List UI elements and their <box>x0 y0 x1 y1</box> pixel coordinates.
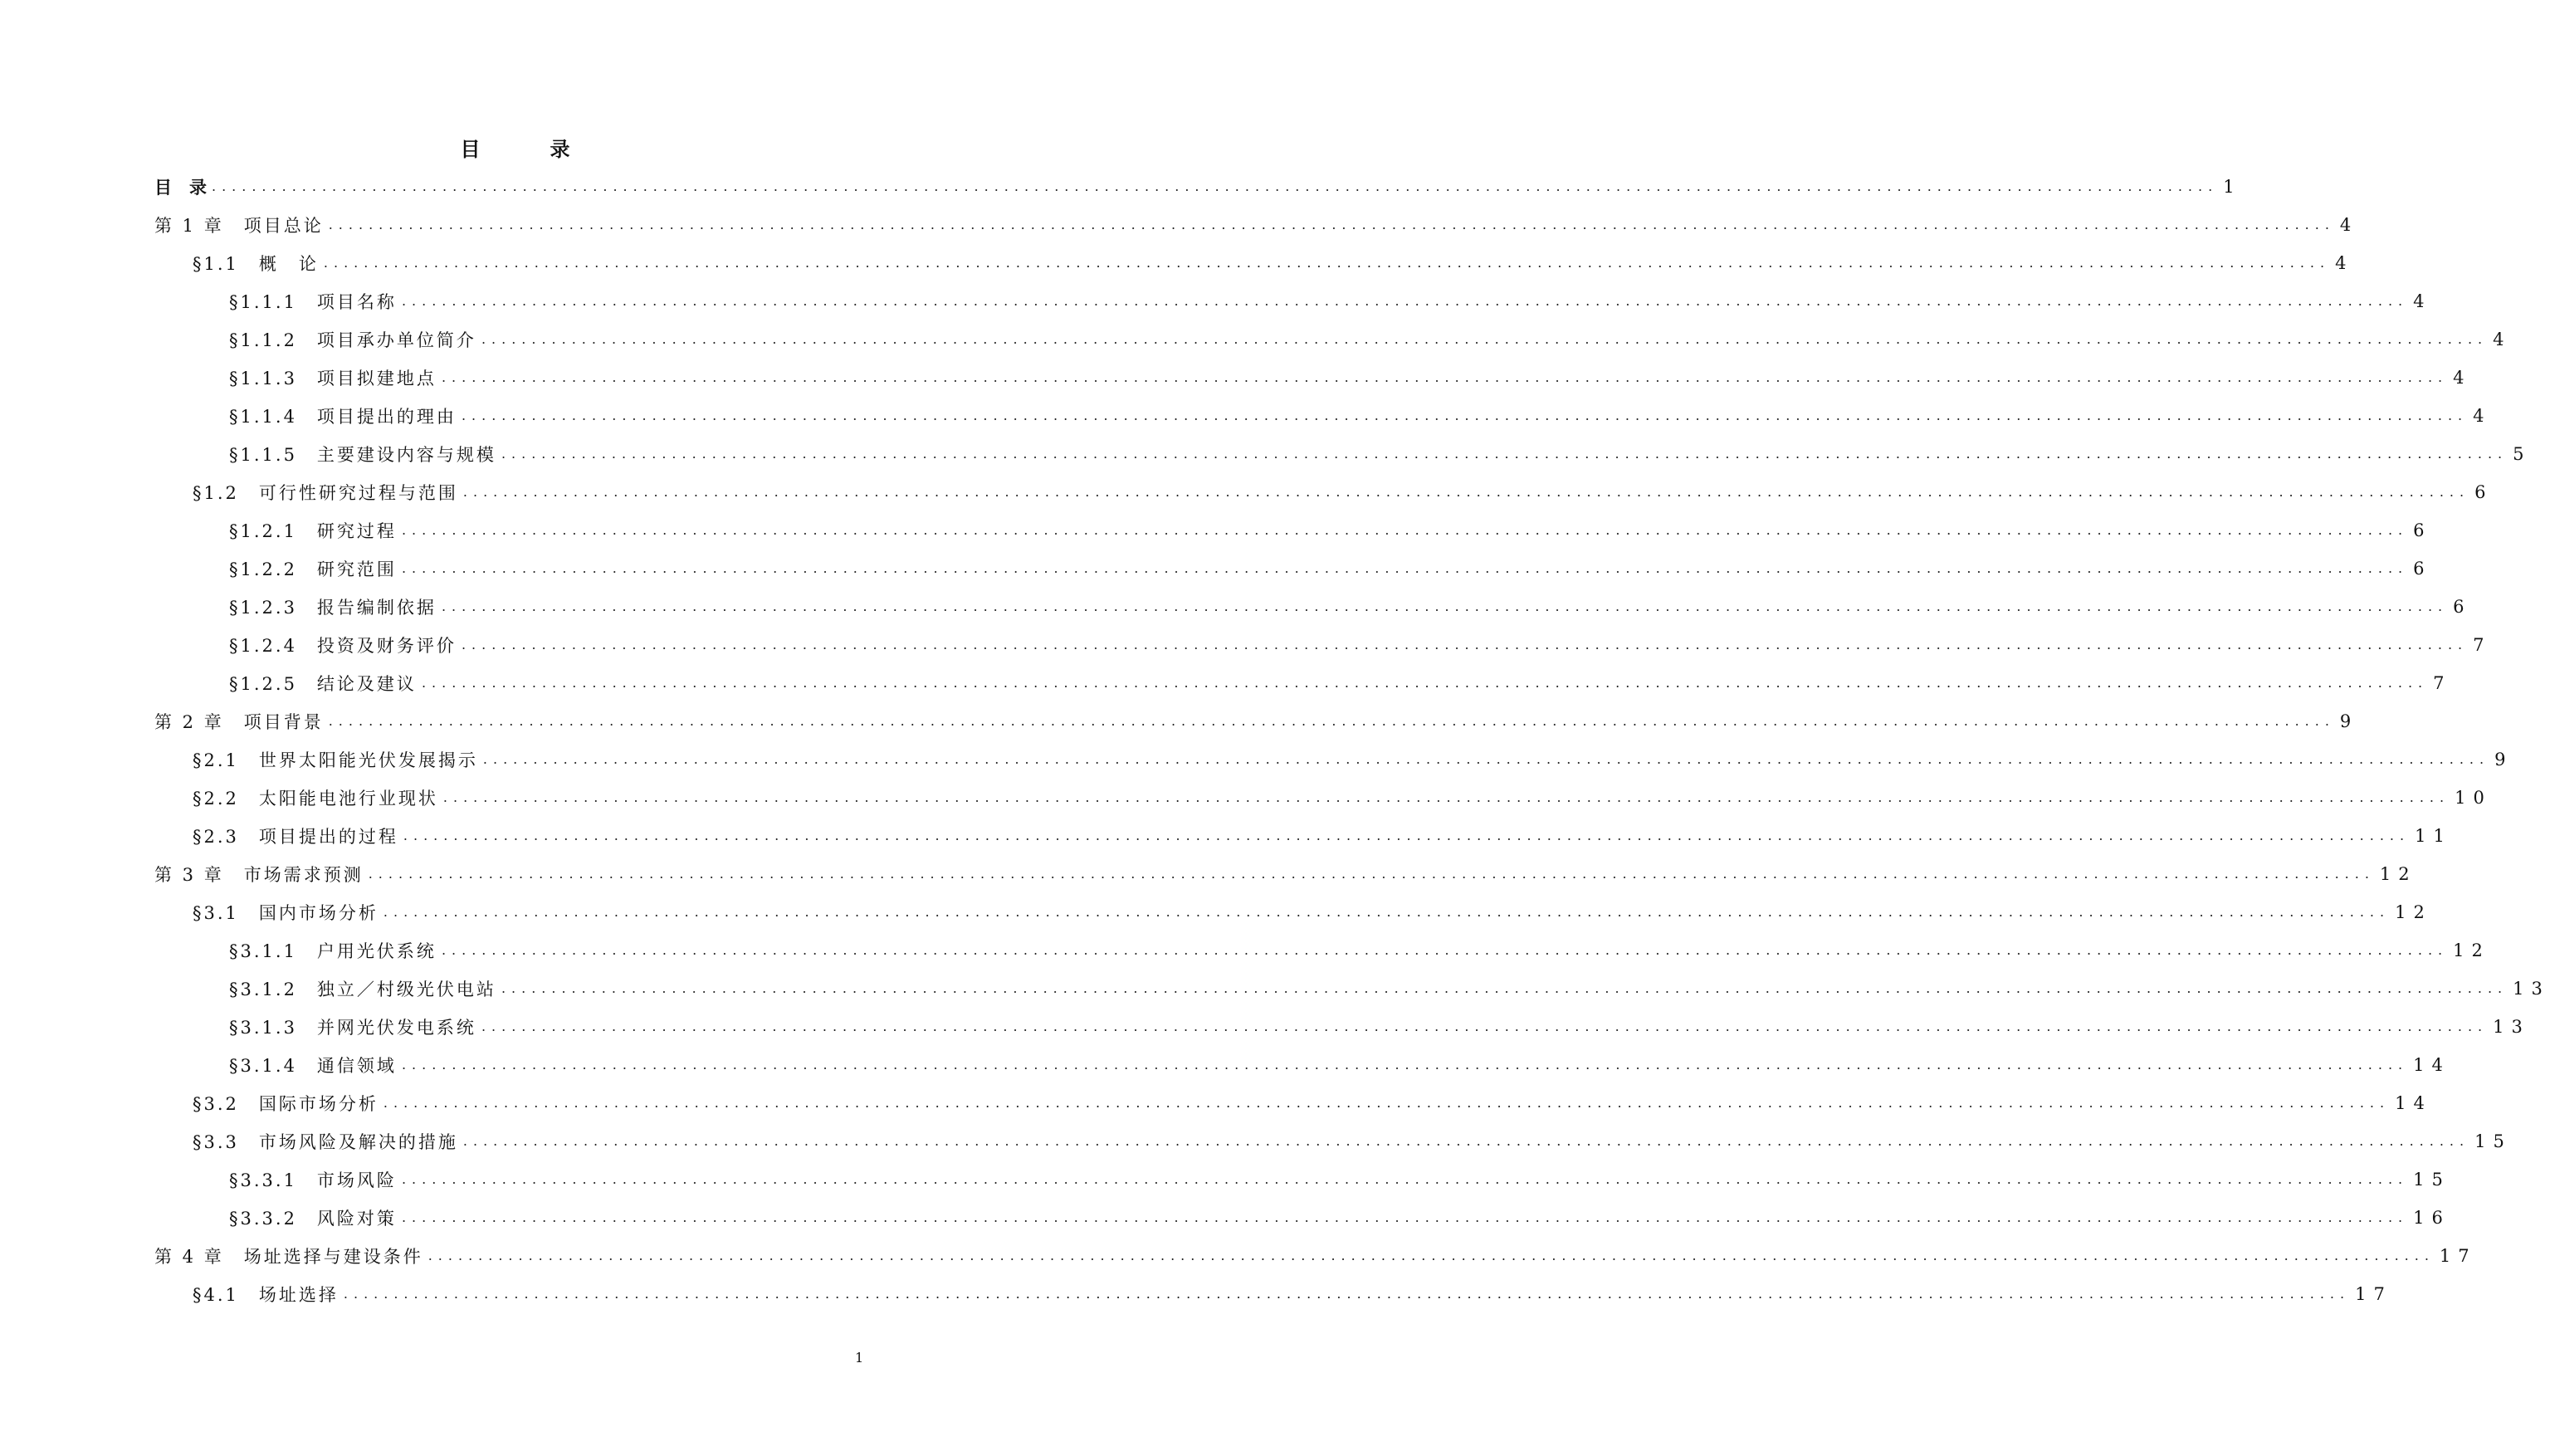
toc-entry-page: 5 <box>2513 444 2532 464</box>
toc-entry[interactable] <box>0 664 2452 702</box>
toc-entry-page: 17 <box>2355 1284 2392 1304</box>
toc-entry[interactable] <box>0 473 2494 511</box>
page-title: 目 录 <box>460 137 595 161</box>
toc-entry[interactable] <box>0 282 2432 320</box>
toc-entry[interactable] <box>0 740 2513 779</box>
toc-entry[interactable] <box>0 855 2417 893</box>
toc-entry[interactable] <box>0 168 2242 206</box>
toc-entry[interactable] <box>0 970 2550 1008</box>
toc-entry[interactable] <box>0 931 2490 970</box>
toc-entry[interactable] <box>0 779 2492 817</box>
toc-entry-label: §3.3.2 风险对策 <box>229 1209 397 1229</box>
toc-dot-leader: ........................................................................................................................................................................................................ <box>442 789 2450 805</box>
toc-entry-label: §2.3 项目提出的过程 <box>193 827 398 847</box>
toc-entry[interactable] <box>0 1199 2450 1237</box>
toc-entry-page: 14 <box>2413 1055 2450 1075</box>
toc-entry-label: §3.2 国际市场分析 <box>193 1094 379 1114</box>
toc-dot-leader: ........................................................................................................................................................................................................ <box>401 293 2409 309</box>
toc-entry-label: §3.1 国内市场分析 <box>193 903 379 923</box>
toc-entry[interactable] <box>0 1008 2530 1046</box>
toc-entry-label: 目 录 <box>154 177 207 198</box>
toc-entry-page: 6 <box>2453 597 2472 617</box>
toc-entry-label: §1.1.4 项目提出的理由 <box>229 407 457 427</box>
toc-entry-page: 4 <box>2413 291 2432 311</box>
toc-dot-leader: ........................................................................................................................................................................................................ <box>441 369 2449 385</box>
toc-dot-leader: ........................................................................................................................................................................................................ <box>462 484 2470 500</box>
toc-entry-page: 9 <box>2339 711 2359 731</box>
toc-dot-leader: ........................................................................................................................................................................................................ <box>323 255 2331 271</box>
toc-entry-page: 6 <box>2413 559 2432 579</box>
toc-entry[interactable] <box>0 1084 2432 1122</box>
toc-entry-page: 13 <box>2513 979 2550 999</box>
toc-dot-leader: ........................................................................................................................................................................................................ <box>427 1248 2435 1263</box>
toc-entry-label: §1.2.1 研究过程 <box>229 521 397 541</box>
toc-entry-page: 15 <box>2474 1131 2512 1151</box>
toc-entry[interactable] <box>0 244 2354 282</box>
toc-entry-page: 11 <box>2415 826 2452 846</box>
toc-dot-leader: ........................................................................................................................................................................................................ <box>328 217 2335 232</box>
toc-entry-page: 4 <box>2493 330 2512 349</box>
toc-entry-page: 6 <box>2474 482 2494 502</box>
toc-dot-leader: ........................................................................................................................................................................................................ <box>401 560 2409 576</box>
toc-entry[interactable] <box>0 1046 2450 1084</box>
toc-entry-label: §3.3 市场风险及解决的措施 <box>193 1132 458 1152</box>
toc-entry-page: 1 <box>2223 177 2242 197</box>
toc-entry[interactable] <box>0 1275 2392 1313</box>
toc-dot-leader: ........................................................................................................................................................................................................ <box>481 331 2489 347</box>
toc-entry-label: 第 2 章 项目背景 <box>154 712 324 732</box>
toc-entry[interactable] <box>0 1237 2477 1275</box>
toc-dot-leader: ........................................................................................................................................................................................................ <box>421 675 2429 691</box>
toc-entry-label: §3.1.4 通信领域 <box>229 1056 397 1076</box>
toc-entry-label: §2.1 世界太阳能光伏发展揭示 <box>193 750 478 770</box>
toc-dot-leader: ........................................................................................................................................................................................................ <box>441 599 2449 614</box>
page-number: 1 <box>855 1350 864 1366</box>
toc-entry-label: 第 4 章 场址选择与建设条件 <box>154 1247 423 1267</box>
toc-entry[interactable] <box>0 359 2472 397</box>
toc-dot-leader: ........................................................................................................................................................................................................ <box>461 408 2469 423</box>
toc-dot-leader: ........................................................................................................................................................................................................ <box>481 1019 2489 1034</box>
toc-entry-label: §1.2.4 投资及财务评价 <box>229 636 457 656</box>
toc-entry-label: 第 1 章 项目总论 <box>154 216 324 236</box>
toc-entry[interactable] <box>0 626 2492 664</box>
toc-dot-leader: ........................................................................................................................................................................................................ <box>383 1095 2391 1111</box>
toc-entry[interactable] <box>0 550 2432 588</box>
toc-entry-page: 4 <box>2473 406 2492 426</box>
toc-entry[interactable] <box>0 511 2432 550</box>
toc-dot-leader: ........................................................................................................................................................................................................ <box>501 446 2508 462</box>
toc-entry-label: §3.1.3 并网光伏发电系统 <box>229 1018 476 1038</box>
toc-entry-label: §3.3.1 市场风险 <box>229 1170 397 1190</box>
toc-entry-label: §1.2.5 结论及建议 <box>229 674 417 694</box>
toc-entry-page: 15 <box>2413 1170 2450 1190</box>
toc-entry-page: 6 <box>2413 520 2432 540</box>
toc-entry-label: §1.1 概 论 <box>193 254 319 274</box>
toc-entry[interactable] <box>0 893 2432 931</box>
toc-dot-leader: ........................................................................................................................................................................................................ <box>462 1133 2470 1149</box>
toc-entry-page: 12 <box>2379 864 2417 884</box>
toc-entry-label: §2.2 太阳能电池行业现状 <box>193 789 438 809</box>
toc-entry[interactable] <box>0 702 2359 740</box>
toc-entry[interactable] <box>0 817 2452 855</box>
toc-dot-leader: ........................................................................................................................................................................................................ <box>401 1171 2409 1187</box>
toc-entry-page: 14 <box>2395 1093 2432 1113</box>
toc-dot-leader: ........................................................................................................................................................................................................ <box>328 713 2335 729</box>
toc-entry[interactable] <box>0 397 2492 435</box>
toc-entry-page: 4 <box>2335 253 2354 273</box>
toc-entry[interactable] <box>0 320 2512 359</box>
toc-dot-leader: ........................................................................................................................................................................................................ <box>401 522 2409 538</box>
toc-entry-page: 7 <box>2433 673 2452 693</box>
table-of-contents <box>0 168 2550 1313</box>
toc-entry-label: §1.1.2 项目承办单位简介 <box>229 330 476 350</box>
toc-entry[interactable] <box>0 206 2359 244</box>
toc-entry-page: 12 <box>2453 941 2490 960</box>
toc-entry-page: 17 <box>2439 1246 2477 1266</box>
toc-dot-leader: ........................................................................................................................................................................................................ <box>212 178 2219 194</box>
toc-dot-leader: ........................................................................................................................................................................................................ <box>482 751 2490 767</box>
toc-dot-leader: ........................................................................................................................................................................................................ <box>383 904 2391 920</box>
toc-entry[interactable] <box>0 435 2532 473</box>
toc-entry-label: §4.1 场址选择 <box>193 1285 339 1305</box>
toc-dot-leader: ........................................................................................................................................................................................................ <box>501 980 2508 996</box>
toc-entry-page: 16 <box>2413 1208 2450 1228</box>
toc-entry[interactable] <box>0 1160 2450 1199</box>
toc-dot-leader: ........................................................................................................................................................................................................ <box>441 942 2449 958</box>
toc-entry-label: §1.2.2 研究范围 <box>229 559 397 579</box>
toc-entry-page: 4 <box>2453 368 2472 388</box>
toc-entry-label: §1.2.3 报告编制依据 <box>229 598 437 618</box>
toc-entry-label: §1.1.1 项目名称 <box>229 292 397 312</box>
toc-entry[interactable] <box>0 1122 2512 1160</box>
toc-entry-page: 9 <box>2494 750 2513 770</box>
toc-entry-label: §3.1.2 独立／村级光伏电站 <box>229 980 496 999</box>
toc-entry[interactable] <box>0 588 2472 626</box>
toc-entry-page: 12 <box>2395 902 2432 922</box>
toc-entry-page: 10 <box>2455 788 2492 808</box>
toc-dot-leader: ........................................................................................................................................................................................................ <box>461 637 2469 652</box>
toc-entry-page: 7 <box>2473 635 2492 655</box>
toc-dot-leader: ........................................................................................................................................................................................................ <box>401 1057 2409 1072</box>
toc-entry-label: 第 3 章 市场需求预测 <box>154 865 364 885</box>
toc-dot-leader: ........................................................................................................................................................................................................ <box>368 866 2375 882</box>
toc-dot-leader: ........................................................................................................................................................................................................ <box>403 828 2411 843</box>
toc-entry-label: §3.1.1 户用光伏系统 <box>229 941 437 961</box>
toc-entry-page: 13 <box>2493 1017 2530 1037</box>
toc-entry-label: §1.2 可行性研究过程与范围 <box>193 483 458 503</box>
toc-entry-page: 4 <box>2339 215 2359 235</box>
toc-entry-label: §1.1.5 主要建设内容与规模 <box>229 445 496 465</box>
toc-dot-leader: ........................................................................................................................................................................................................ <box>343 1286 2351 1302</box>
toc-dot-leader: ........................................................................................................................................................................................................ <box>401 1209 2409 1225</box>
toc-entry-label: §1.1.3 项目拟建地点 <box>229 369 437 388</box>
